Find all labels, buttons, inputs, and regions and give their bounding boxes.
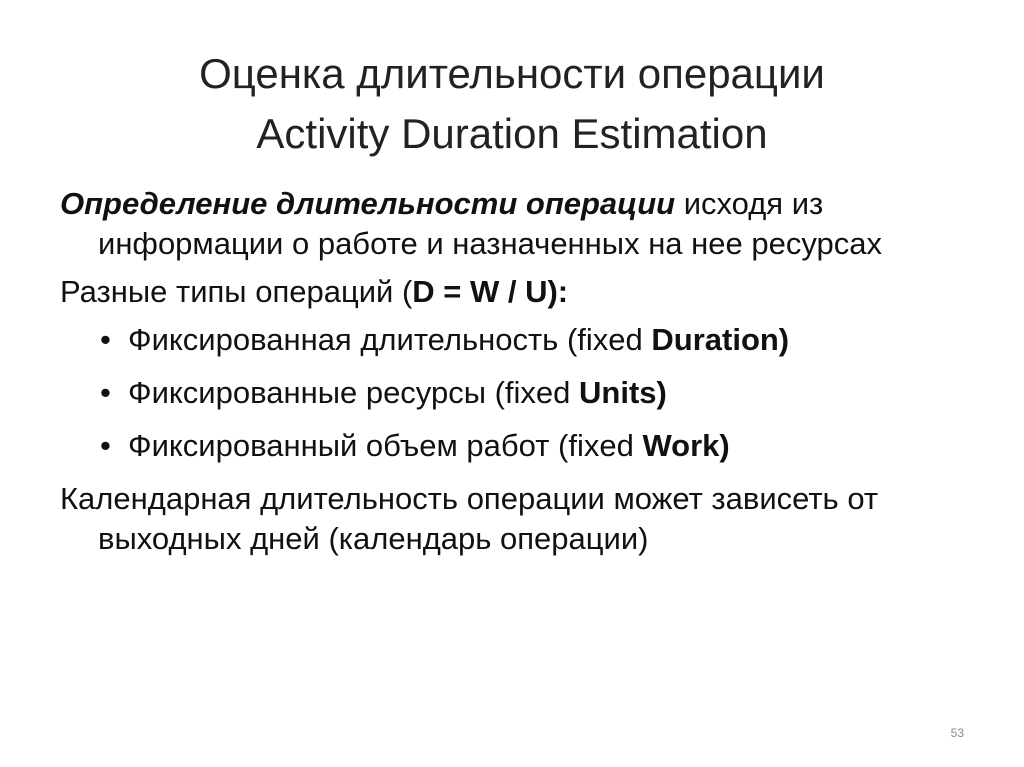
title-line-ru: Оценка длительности операции [199,50,825,97]
list-item-keyword: Work) [642,428,730,463]
list-item-text: Фиксированная длительность (fixed [128,322,652,357]
definition-text: исходя из информации о работе и назначенных на нее ресурсах [98,186,882,261]
list-item [60,320,980,360]
slide-content [60,184,980,567]
bullet-icon: • [100,375,111,410]
activity-types-list [60,320,980,466]
list-item [60,426,980,466]
slide-title [40,44,984,164]
bullet-icon: • [100,428,111,463]
list-item [60,373,980,413]
activity-types-heading [60,272,980,312]
calendar-paragraph: Календарная длительность операции может зависеть от выходных дней (календарь операции) [60,481,879,556]
activity-types-text: Разные типы операций ( [60,274,413,309]
bullet-icon: • [100,322,111,357]
duration-formula: D = W / U): [412,274,569,309]
definition-term: Определение длительности операции [60,186,676,221]
definition-paragraph [60,184,980,264]
list-item-text: Фиксированные ресурсы (fixed [128,375,580,410]
list-item-keyword: Duration) [651,322,790,357]
title-line-en: Activity Duration Estimation [256,110,768,157]
list-item-keyword: Units) [579,375,667,410]
list-item-text: Фиксированный объем работ (fixed [128,428,643,463]
page-number: 53 [950,726,964,740]
